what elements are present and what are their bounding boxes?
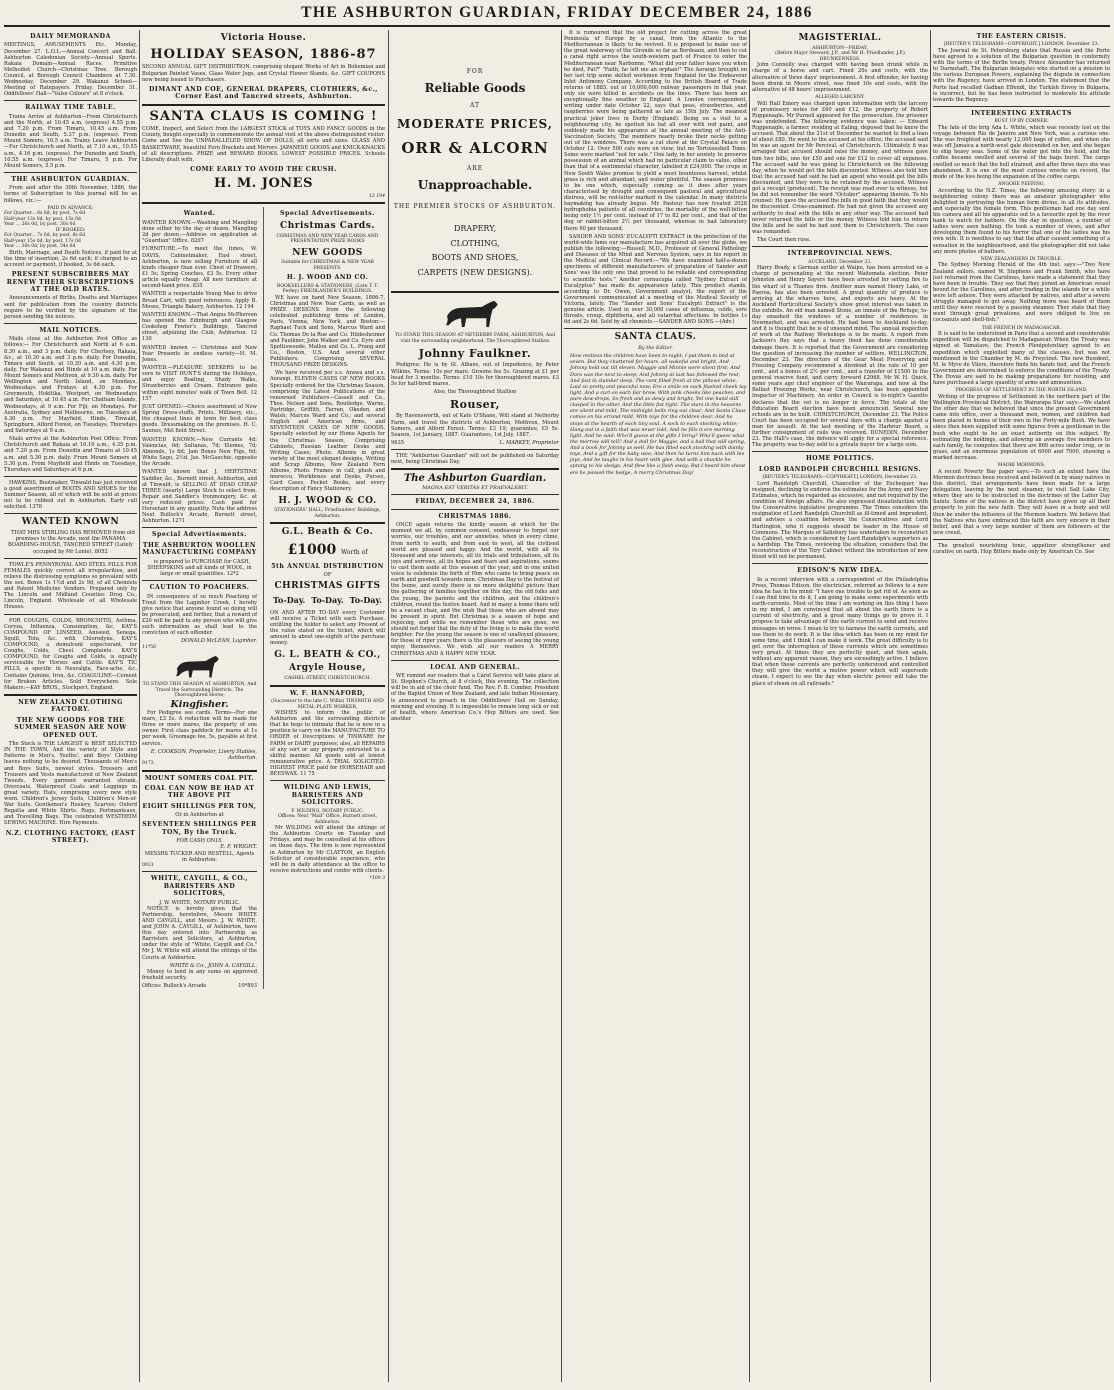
new-goods-sub: Suitable for CHRISTMAS & NEW YEAR PRESENTS. <box>281 260 374 271</box>
column-6 <box>933 30 1110 1382</box>
paper-title: The Ashburton Guardian. <box>403 473 547 485</box>
divider <box>4 100 137 101</box>
guardian-text: From and after the 30th November, 1886, the terms of Subscription to this journal will be as follows, viz.:— <box>4 185 137 204</box>
home-byline: [REUTER'S TELEGRAMS—COPYRIGHT.] LONDON, December 23. <box>762 475 918 481</box>
white-text: NOTICE is hereby given that the Partnership, heretofore, Messrs WHITE AND CAYGILL, and Messrs. J. W. WHITE, and JOHN A. CAYGILL, of Ashburton, have this day entered into Partnership as Barristers and Solicitors, at Ashburton, under the style of "White, Caygill and Co." Mr J. W. White will attend the sittings of the Courts at Ashburton. <box>142 905 257 961</box>
divider <box>752 563 928 564</box>
ad-at: AT <box>469 101 480 109</box>
beath1-worth: Worth of <box>341 549 368 557</box>
wanted-item: WANTED known that J. HERTSTINE Saddler, &c., Burnett street, Ashburton, and at Tinwald, is SELLING AT DEAD CHEAP THREE (nearly) Large Stock to select from. Repair and Saddler's Ironmongery, &c. at very reduced prices. Cash paid for Horsehair in any quantity. Note the address Next Bullock's Arcade, Burnett street, Ashburton. 1271 <box>142 469 257 525</box>
rail-text: Trains Arrive at Ashburton—From Christchurch and the North, at 10.45 a.m. (express) 4.55 p.m. and 7.20 p.m. From Timaru, 10.45 a.m. From Dunedin and South, 5.37 p.m. (express). From Mount Somers, 10.5 a.m. Trains Leave Ashburton—For Christchurch and North, at 7.10 a.m., 10.55 a.m., 4.16 p.m. (express). For Dunedin and South, 10.55 a.m. (express). For Timaru, 5 p.m. For Mount Somers, 5.5 p.m. <box>4 113 137 169</box>
mormon-text: A recent Poverty Bay paper says:—To such an extent have the Mormon doctrines been received and believed in by many natives in this district, that arrangements have been made for a large delegation, leaving by the next steamer, to visit Salt Lake City, where they are to be instructed in the doctrines of the Latter Day Saints. Some of the natives in the district have given up all their property to join the new faith. They will leave in a body and will then be under the influence of the Mormon leaders. We believe that the Natives who have embraced this faith are very sincere in their belief, and that a very large number of them are followers of the new creed. <box>933 468 1110 536</box>
notice-text: THE "Ashburton Guardian" will not be published on Saturday next, being Christmas Day. <box>391 453 559 466</box>
white-loan: Money to lend in any sums on approved freehold security. <box>142 968 257 982</box>
ad-moderate: MODERATE PRICES, <box>397 116 553 131</box>
pills-text: TOWLE'S PENNYROYAL AND STEEL PILLS FOR FEMALES quickly correct all irregularities, and relieve the distressing symptoms so prevalent with the sex. Boxes 1s 1½d and 2s 9d, of all Chemists and Patent Medicine Vendors. Prepared only by The Lincoln and Midland Counties Drug Co., Lincoln, England. Wholesale of all Wholesale Houses. <box>4 561 137 611</box>
wood1-title: H. J. WOOD AND CO. <box>286 274 369 282</box>
divider <box>4 323 137 324</box>
ad-premier: THE PREMIER STOCKS OF ASHBURTON. <box>393 202 557 210</box>
column-rule <box>749 30 750 1382</box>
masthead-rule <box>4 25 1110 27</box>
fulkner-name: Johnny Faulkner. <box>418 347 532 361</box>
mail-arrive-text: Mails arrive at the Ashburton Post Office: From Christchurch and Rakaia at 10.10 a.m., 4.35 p.m. and 7.20 p.m. From Dunedin and Timaru at 10.45 a.m. and 5.30 p.m. daily. From Mount Somers at 5.30 p.m. From Mayfield and Hinds on Tuesdays, Thursdays and Saturdays at 6 p.m. <box>4 436 137 473</box>
column-rule <box>139 30 140 1382</box>
divider <box>933 106 1110 107</box>
christmas-cards-sub: CHRISTMAS AND NEW YEAR CARDS AND PRESENTATION PRIZE BOOKS <box>276 233 379 245</box>
mormon-title: MAORI MORMONS. <box>997 463 1046 469</box>
eastern-title: THE EASTERN CRISIS. <box>976 33 1067 40</box>
divider <box>4 614 137 615</box>
wanted-item: WANTED KNOWN.—That Angus McPherson has opened the Edinburgh and Glasgow Cookshop Fowler's Buildings, Tancred street, adjoining the Club, Ashburton. 12 130 <box>142 311 257 343</box>
white-footer <box>142 983 257 989</box>
masthead-title: THE ASHBURTON GUARDIAN, FRIDAY DECEMBER 24, 1886 <box>301 4 813 21</box>
divider <box>933 539 1110 540</box>
fulkner-intro: TO STAND THIS SEASON AT NETHERBY FARM, ASHBURTON, And visit the surrounding neighborhood, The Thoroughbred Stallion <box>394 333 556 344</box>
wilding-office: Offices: Next "Mail" Office, Burnett street, Ashburton. <box>277 814 378 825</box>
jones-ref: 12 194 <box>368 193 385 199</box>
nz-cloth-text: The Stock is THE LARGEST & BEST SELECTED IN THE TOWN, And the variety of Style and Patterns in Men's, Youths', and Boys' Clothing leaves nothing to be desired. Thousands of Men's and Boys Suits, newest styles. Trousers and Trousers and Vests manufactured of New Zealand Tweeds. Every garment warranted shrunk. Overcoats, Waterproof Coats and Leggings in great variety. Hats, comprising every new style worn. Children's Jersey Suits, Children's Men-of-War Suits. Gentlemen's Hosiery, Scarves; Oxford Regatta and White Shirts. Rugs, Portmanteaus, and Travelling Bags. The celebrated WESTHEIM SEWING MACHINE. Hire Payments. <box>4 741 137 827</box>
santa-text: COME, Inspect, and Select from the LARGEST STOCK of TOYS AND FANCY GOODS in the County, bought especially to commemorate the annual visit of the above distinguished visitor. Come and See the UNPARALLELED SHOW OF DOLLS, all sorts and sizes. GLASS AND BASKETWARE, beautiful Fern Brackets and Mirrors. JAPANESE GOODS and KNICK-KNACKS of all descriptions. PRIZE and REWARD BOOKS. LOWEST POSSIBLE PRICES. Schools Liberally dealt with. <box>142 126 385 163</box>
coalpit-cash: FOR CASH ONLY. <box>176 838 223 845</box>
ad-line: DRAPERY, <box>453 223 496 233</box>
divider <box>391 468 559 470</box>
fulkner-text: Pedigree: He is by St. Albans, out of Impudence, by Peter Wilkins. Terms: 10s per mare. Grooms fee 5s. Grazing at £1 per head for 3 months. Terms: £10 10s for thoroughbred mares. £3 5s for half-bred mares. <box>391 362 559 387</box>
nz-trouble-text: The Sydney Morning Herald of the 4th inst. says:—"Two New Zealand sailors, named W. Stephens and Frank Smith, who have just returned from the Carolines, have made a statement that they have been in trouble. They say that they joined an American vessel bound for the Carolines, and after trading in the islands for a while were left ashore. They were attacked by natives, and after a severe struggle managed to get away. Nothing more was heard of them until they were rescued by a passing steamer. They state that they went through great privations, and were obliged to live on cocoanuts and shell-fish." <box>933 262 1110 324</box>
dimant-text: DIMANT AND COE, GENERAL DRAPERS, CLOTHIERS, &c., Corner East and Tancred streets, Ashburton. <box>149 85 378 101</box>
beath1-title: G.L. Beath & Co. <box>281 527 374 538</box>
ad-for: FOR <box>466 68 484 75</box>
today-label: To-Day. <box>349 595 382 606</box>
booked-head: IF BOOKED: <box>55 227 86 233</box>
eastern-text: The Journal de St. Petersburg states that Russia and the Porte have agreed to a solution of the Bulgarian question in conformity with the terms of the Berlin treaty. Prince Alexander has returned to Darmstadt. The Bulgarian delegates who started on a mission to the various European Powers, explaining the dispute in connection with the Regency, have arrived in London. The statement that the Porte had recalled Gadban Effendi, the Turkish Envoy in Bulgaria, is incorrect, but he has been instructed to moderate his attitude towards the Regency. <box>933 47 1110 103</box>
divider <box>4 558 137 559</box>
white-title: WHITE, CAYGILL, & CO., BARRISTERS AND SOLICITORS, <box>150 875 249 898</box>
memo-title: DAILY MEMORANDA <box>30 33 111 40</box>
beath1-amount-value: £1000 <box>287 542 337 559</box>
col2-left <box>142 207 257 989</box>
inter-sub: AUCKLAND, December 23. <box>808 259 872 265</box>
coalpit-title: MOUNT SOMERS COAL PIT. <box>144 774 255 782</box>
column-1 <box>4 30 137 1382</box>
drunk-head: DRUNKENNESS. <box>819 56 861 62</box>
wilding-ref: *109 3 <box>369 876 385 882</box>
divider <box>4 476 137 477</box>
todays-row <box>270 596 385 606</box>
angoff-title: ANGORE PEEPING. <box>998 182 1045 188</box>
booked-line: Half-year 15s 0d, by post, 17s 0d <box>4 238 81 244</box>
ad-unapproachable: Unapproachable. <box>417 178 533 193</box>
wood2-sub: STATIONERS' HALL, Friedlanders' Buildings, Ashburton. <box>274 508 381 519</box>
news-paragraphs: It is rumoured that the old project for cutting across the great Peninsula of Europe by a canal, from the Atlantic to the Mediterranean is likely to be revived. It is proposed to make use of the great waterway of the Gironde so far as Bordeaux, and then to cut a canal right across the south-western part of France to enter the Mediterranean near Narbonne. "What did your father leave you when he died, Pat?" "Faith, he left me an orphan!" The Aorangi brought on her last trip some skilled workmen from England for the Endeavour Inlet Antimony Company. According to the British Board of Trade returns of 1885, out of 10,000,000 railway passengers in that year, only six were killed in accidents on the lines. There has been an exceptionally fine weather in England. A London correspondent, writing under date October 22, says that peas, strawberries, and raspberries were being gathered as late as 15th July. The meanest practical joker lives in Derby (England). Being on a visit to a neighbouring city, he spotted his hat all over with red paint, and suddenly made his appearance at the annual meeting of the Anti-Vaccination Society. The members nearly broke their necks getting out of the windows. There was a cat show at the Crystal Palace on October 12. Over 500 cats were on view; but no Tortoiseshell Toms. Some were marked "not for sale." One lady, in her anxiety to preserve possession of an animal which had no particular claim to value, other than that of a sentimental character, labelled it £24,000. The crops in New South Wales promise to yield a most bounteous harvest, whilst grass is rich and abundant, and water plentiful. The season promises to be one which, especially coming as it does after years characterised by drought and consequent pastoral and agricultural distress, will be red-letter marked in the calendar. In many districts haymaking has already begun. Mr. Pasteur has now treated 2028 hydrophobia patients of all countries, the mortality of the well-bitten being only 1½ per cent. instead of 17 to 82 per cent., and that of the dog or rabbit-bitten 2½ per thousand, whereas in bad laboratory there 60 per thousand. <box>564 30 747 232</box>
madagascar-title: THE FRENCH IN MADAGASCAR. <box>981 325 1062 331</box>
magisterial-sub: ASHBURTON—FRIDAY. <box>812 45 868 51</box>
wanted-known-text: THAT MRS STIRLING HAS REMOVED from old premises to the Arcade, next the PANAMA BOARDING-HOUSE, TANCRED STREET (Lately occupied by Mr Lonie). 8052 <box>8 530 135 555</box>
rate-line: Half-year 13s 0d, by post, 15s 0d <box>4 216 81 222</box>
magisterial-bench: (Before Major Steward, J.P., and Mr H. Friedlander, J.P.) <box>775 51 905 57</box>
coalpit-ref: 0931 <box>142 862 154 868</box>
woollen-text: is prepared to PURCHASE for CASH, SHEEPSKINS and all kinds of WOOL, in large or small quantities. 12*2 <box>147 558 252 577</box>
paper-motto: MAGNA EST VERITAS ET PRAEVALEBIT. <box>422 485 528 492</box>
wanted-item: WANTED a respectable Young Man to drive Bread Cart, with good references. Apply B. Moses, Triangle Bakery, Ashburton. 12 194 <box>142 291 257 310</box>
local-text: WE remind our readers that a Carol Service will take place at St. Stephen's Church, at 8 o'clock, this evening. The collection will be in aid of the choir fund. The Rev. F. B. Comber, President of the Baptist Union of New Zealand, and late Indian Missionary, is announced to preach in the Oddfellows' Hall on Sunday, morning and evening. It is impossible to remain long sick or out of health, where American Co.'s Hop Bitters are used. See another <box>391 673 559 722</box>
hannaford-text: WISHES to inform the public of Ashburton and the surrounding districts that he begs to intimate that he is now in a position to carry on the MANUFACTURE TO ORDER of Descriptions of TINWARE for FARM or DAIRY purposes; also, all REPAIRS of any sort or any property entrusted to a skilful manner. All goods sold at lowest remunerative price. A TRIAL SOLICITED. HIGHEST PRICE paid for HORSEHAIR and BEESWAX. 11 75 <box>270 710 385 778</box>
coalpit-or: Or in Ashburton at <box>175 812 224 819</box>
divider <box>142 871 257 872</box>
coalpit-sub: COAL CAN NOW BE HAD AT THE ABOVE PIT <box>144 784 255 800</box>
poachers-ref: 11*56 <box>142 644 156 650</box>
column-2 <box>142 30 385 1382</box>
edison-text: In a recent interview with a correspondent of the Philadelphia Press, Thomas Edison, the electrician, referred as follows to a new idea he has in his mind: "I have one trouble to get rid of. As soon as I can find time to do it, I am going to make some experiments with earth-currents. Most of the time I am working on this thing I have in my mind, I am convinced that all about the earth there is a current of electricity, and a great many things go to prove it. I propose to take advantage of this earth current to send and receive messages on wires. I mean to try to harness the earth currents, and use them to do work. It is the idea which has been in my mind for some time, and I think I can make it work. The great difficulty is to get over the interruption of these currents which are sometimes very great. At times they are perfectly quiet, and then again, without any apparent reason, they are exceedingly active. I believe that when these currents are perfectly understood and controlled they will give the world a motive power which will supersede steam. I expect to see the day when electric power will take the place of steam on all railroads." <box>752 576 928 687</box>
divider <box>142 770 257 772</box>
beath1-of: OF <box>323 572 332 579</box>
wanted-title: Wanted. <box>183 210 216 218</box>
ad-line: CLOTHING, <box>450 238 500 248</box>
santa-title: SANTA CLAUS IS COMING ! <box>149 108 378 124</box>
wanted-item: WANTED KNOWN.—Washing and Mangling done either by the day or dozen. Mangling 2d per dozen.—Address on application at "Guardian" Office. 8207 <box>142 219 257 245</box>
white-sig: WHITE & Co., JOHN A. CAYGILL. <box>169 962 257 969</box>
magisterial-text-3: The Court then rose. <box>757 237 811 244</box>
madagascar-text: It is said to be understood in Paris that a second and considerable expedition will be dispatched to Madagascar. When the Treaty was signed at Tamatave, the French Plenipotentiary agreed to an expedition which exploited many of the clauses, but was not mentioned in the Chamber by M. de Freycinet. The new Resident, M. le Myre de Vilers, therefore finds his hands tied, and the French Government are determined to enforce the conditions of the Treaty. The Hovas are said to be making preparations for resisting, and have purchased a large quantity of arms and ammunition. <box>933 331 1110 387</box>
hannaford-title: W. F. HANNAFORD, <box>289 689 366 697</box>
beath2-addr: CASHEL STREET, CHRISTCHURCH. <box>284 676 371 682</box>
nz-cloth-foot: N.Z. CLOTHING FACTORY, (EAST STREET). <box>5 829 136 845</box>
divider <box>4 172 137 173</box>
progress-title: PROGRESS OF SETTLEMENT IN THE NORTH ISLAND. <box>955 388 1088 394</box>
white-sub: J. W. WHITE, NOTARY PUBLIC. <box>159 899 240 906</box>
santa-foot: COME EARLY TO AVOID THE CRUSH. <box>190 165 337 173</box>
guardian-title: THE ASHBURTON GUARDIAN. <box>11 175 130 183</box>
divider <box>391 291 559 293</box>
rates-head: PAID IN ADVANCE: <box>47 205 94 211</box>
divider <box>391 494 559 495</box>
wanted-item: JUST OPENED.—Choice assortment of New Spring Dress-stuffs, Prints, Millinery, etc., the cheapest lines in town for best class goods. Dressmaking on the premises. H. C. Saunes, Mel field Street. <box>142 404 257 435</box>
nz-trouble-title: NEW ZEALANDERS IN TROUBLE. <box>980 256 1063 262</box>
booked-line: Year ... 30s 0d, by post, 34s 0d <box>4 244 76 250</box>
special-title-2: Special Advertisements. <box>280 210 375 218</box>
santa-poem-byline: By the Editor. <box>638 345 673 352</box>
divider <box>270 685 385 687</box>
ad-line: CARPETS (NEW DESIGNS). <box>417 267 533 277</box>
rate-line: Year ... 26s 0d, by post, 30s 0d <box>4 222 76 228</box>
rail-title: RAILWAY TIME TABLE. <box>25 104 116 112</box>
jones-title: H. M. JONES <box>214 176 313 192</box>
victoria-title: Victoria House. <box>220 33 307 43</box>
interesting-title: INTERESTING EXTRACTS <box>971 109 1072 117</box>
wanted-item: WANTED KNOWN.—New Currants 4d; Valencias, 6d; Sultanas, 7d; Elemes, 7d; Almonds, 1s 6d; Jam Boxes New Figs, 6d; White Sago, 2½d. Jas. McGauchie, opposite the Arcade. <box>142 436 257 468</box>
coalpit-sig: E. F. WRIGHT. <box>220 844 257 851</box>
col2-split <box>142 207 385 989</box>
inter-title: INTERPROVINCIAL NEWS. <box>787 250 893 258</box>
coalpit-price2: SEVENTEEN SHILLINGS PER TON, By the Truck. <box>142 821 257 836</box>
beath2-title: G. L. BEATH & CO., <box>274 649 381 660</box>
memo-text: MEETINGS, AMUSEMENTS Etc. Monday, December 27. L.O.L.—Annual Concert and Ball. Ashburton Caledonian Society—Annual Sports. Rakaia Domain—Annual Races. Primitive Methodist Church—Christmas Tree. Borough Council, at Borough Council Chambers at 7.30. Wednesday, December 29. Wakanui School—Meeting of Ratepayers. Friday, December 31. Oddfellows' Hall—"Valse Colours" at 8 o'clock. <box>4 42 137 98</box>
column-3 <box>391 30 559 1382</box>
larceny-head: ALLEGED LARCENY. <box>815 95 865 101</box>
column-rule <box>388 30 389 1382</box>
divider <box>564 328 747 329</box>
column-4 <box>564 30 747 1382</box>
wanted-item: FURNITURE.—To meet the times, W. DAVIS, Cabinetmaker, East street, Ashburton, is now selling Furniture of all kinds cheaper than ever. Chest of Drawers, £1 5s; Spring Couches, £3 5s. Every other article equally cheap. All new furniture at second-hand price. 835 <box>142 246 257 290</box>
local-title: LOCAL AND GENERAL. <box>430 663 520 671</box>
stallion-illustration <box>440 296 510 330</box>
kays-text: FOR COUGHS, COLDS, BRONCHITIS, Asthma, Coryza, Influenza, Consumption, &c. KAY'S COMPOUND OF LINSEED, Aniseed, Senega, Squill, Tolu, &c. with Chlorodyne. KAY'S COMPOUND, a demulcent expectorant, for Coughs, Colds, Chest Complaints. KAY'S COMPOUND, for Coughs and Colds, is equally serviceable for Horses and Cattle. KAY'S TIC PILLS, a specific in Neuralgia, Face-ache, &c. Contains Quinine, Iron, &c. COAGULINE—Cement for Broken Articles. Sold Everywhere. Sole Makers:—KAY BROS., Stockport, England. <box>4 617 137 691</box>
wanted-item: WANTED known — Christmas and New Year Presents in endless variety—H. M. Jones. <box>142 344 257 363</box>
divider <box>391 660 559 661</box>
eastern-byline: [REUTER'S TELEGRAMS—COPYRIGHT.] LONDON, December 23. <box>944 42 1099 48</box>
magisterial-title: MAGISTERIAL. <box>798 33 882 43</box>
santa-poem: How restless the children have been to-night; I put them to bed at seven. But they chattered for hours, all wakeful and bright, And Johnny held out till eleven. Maggie and Minnie were silent first; And Dora was the next to sleep; And Johnny at last has followed the rest; And fast in slumber deep. The cent filled fresh at the pillows white, Laid so pretty and peaceful now; Ere a smile on each flushed cheek lay light, And a curl on each fair brow. With pink cheeks like peaches, and pure dew-drops, So fresh and so dewy and bright; Yet one hand still clasped in the other, And the little fist tight. The stars in the heavens are silent and mild, The midnight bells ring out clear; And Santa Claus comes on his errand mild, With toys for the children dear. And he stops at the hearth of each tiny soul, A sock to each stocking white; Hung out in a faith that was never told, And he fills it ere morning light. And he said: Who'll guess at the gifts I bring? Who'll guess what the morrow will tell? And a doll for Maggie, and a ball that will spring, And a book for Johnny as well. He has filled each stocking with dainty toys, And a gift for the baby wee; And then he turns him back with his joys, And he laughs in his heart with glee. And with a chuckle he sprang to his sledge, And flew like a flash away; But I heard him shout ere he passed the hedge, A merry Christmas Day! <box>570 353 747 476</box>
newspaper-page <box>4 4 1110 1386</box>
wilding-text: Mr WILDING will attend the sittings of the Ashburton Courts on Tuesday and Fridays, and may be consulted at his offices on those days. The firm is now represented in Ashburton by Mr CLAYTON, an English Solicitor of considerable experience, who will be in daily attendance at the office to receive instructions and confer with clients. <box>270 825 385 874</box>
wood1-sub: BOOKSELLERS & STATIONERS, (Late T. T. Ferley) FRIEDLANDER'S BUILDINGS. <box>276 283 379 295</box>
divider <box>270 522 385 524</box>
poachers-title: CAUTION TO POACHERS. <box>149 584 250 592</box>
mail-text: Mails close at the Ashburton Post Office as follows:— For Christchurch and North at 6 a.m. 8.30 a.m., and 3 p.m. daily. For Chertsey, Rakaia, &c., at 10.30 a.m. and 3 p.m. daily. For Dunedin, Timaru and South, at 10.30 a.m. and 4.30 p.m. daily. For Wakanui and Hinds at 10 a.m. daily. For Mount Somers and Methven, at 9.30 a.m. daily. For Wellington and North Island, on Mondays, Wednesdays and Fridays at 4.30 p.m. For Greymouth, Hokitika, Westport, on Wednesdays and Saturdays, at 10.45 a.m. For Chatham Islands, Wednesdays, at 9 a.m. For Fiji, on Mondays. For Australia, Sydney and Melbourne, on Tuesdays at 4.30 p.m. For Mayfield, Hinds, Tinwald, Springburn, Alford Forest, on Tuesdays, Thursdays and Saturdays at 9 a.m. <box>4 336 137 434</box>
angoff-text: According to the N.Z. Times, the following amusing story: in a neighbouring colony there was an amateur photographer who delighted in portraying the human form divine, in all its attitudes, and especially the female form. This gentleman had one day sent his camera and all his apparatus out to a favourite spot by the river bank to watch for bathers. On the day in question, a number of ladies were seen bathing. He took a number of views, and after developing them found to his horror that one of the ladies was his own wife. It is needless to say that the affair caused something of a sensation in the neighbourhood, and the photographer did not take any more photos of bathers. <box>933 187 1110 255</box>
ad-line: BOOTS AND SHOES, <box>431 253 519 263</box>
nz-cloth-sub: THE NEW GOODS FOR THE SUMMER SEASON ARE NOW OPENED OUT. <box>14 716 127 739</box>
mail-title: MAIL NOTICES. <box>39 326 102 334</box>
booked-line: For Quarter... 7s 6d, by post, 8s 6d <box>4 233 86 239</box>
divider <box>4 694 137 696</box>
rouser-name: Rouser, <box>450 398 500 412</box>
rouser-intro: Also, the Thoroughbred Stallion <box>433 389 517 396</box>
ad-reliable: Reliable Goods <box>424 81 526 96</box>
divider <box>391 449 559 450</box>
santa-poem-title: SANTA CLAUS. <box>614 332 697 343</box>
inner-rule <box>263 207 264 989</box>
kingfisher-intro: TO STAND THIS SEASON AT ASHBURTON, And Travel the Surrounding Districts, The Thoroughbred Horse, <box>142 682 257 699</box>
divider <box>391 509 559 510</box>
beath1-gifts: CHRISTMAS GIFTS <box>274 581 381 592</box>
coalpit-price1: EIGHT SHILLINGS PER TON, <box>142 802 257 810</box>
divider <box>142 104 385 106</box>
wood2-title: H. J. WOOD & CO. <box>278 495 377 506</box>
beath2-sub: Argyle House, <box>288 663 366 674</box>
date-line: FRIDAY, DECEMBER 24, 1886. <box>415 498 535 506</box>
wilding-sub: F. WILDING, NOTARY PUBLIC. <box>291 808 364 814</box>
holiday-title: HOLIDAY SEASON, 1886-87 <box>150 46 377 62</box>
today-label: To-Day. <box>311 595 344 606</box>
bust-text: The fate of the brig Ada L. White, which was recently lost on the voyage between Rio de Janeiro and New York, was a curious one. She was freighted with nearly 12,000 bags of coffee, and when she was off Jamaica a north-west gale descended on her, and she began to ship heavy seas. Some of the water got into the hold, and the coffee became swelled and several of the bags burst. The cargo swelled so much that the hull strained, and after three days she was abandoned. It is one of the most curious wrecks on record, the mode of the loss being the expansion of the coffee cargo. <box>933 124 1110 180</box>
holiday-text: SECOND ANNUAL GIFT DISTRIBUTION, comprising elegant Works of Art in Bohemian and Bulgarian Painted Vases, Glass Water Jugs, and Crystal Flower Stands, &c. GIFT COUPONS now being issued to Purchasers. <box>142 64 385 83</box>
shoes-text: HAWKINS, Bootmaker, Tinwald has just received a good assortment of BOOTS AND SHOES for the Summer Season, all of which will be sold at prices not to be rubbed out in Ashburton. Early call solicited. 1378 <box>4 479 137 511</box>
divider <box>270 780 385 781</box>
rouser-footer <box>391 440 559 446</box>
divider <box>142 527 257 528</box>
poachers-sig: DONALD McLEAN, Lagmhor. <box>180 638 257 645</box>
horse-illustration <box>171 653 229 679</box>
wanted-item: WANTED.—PLEASURE SEEKERS to be sure to VISIT HUNT'S during the Holidays, and enjoy Boating, Shady Walks, Strawberries and Cream. Entrance gate within eight minutes' walk of Town Belt. 12 157 <box>142 365 257 402</box>
coalpit-agents: MESSRS TUCKER AND RESTELL, Agents in Ashburton. <box>144 850 255 863</box>
wood1-text2: We have received per s.s. Arawa and s.s. Aorangi, ELEVEN CASES OF NEW BOOKS Specially ordered for the Christmas Season, comprising the Latest Publications of the renowned Publishers—Cassell and Co., Thos. Nelson and Sons, Routledge, Warne, Partridge, Griffith, Farran, Okeden, and Walsh; Marcus Ward and Co.; and several English and American firms, and SEVENTEEN CASES OF NEW GOODS, Specially selected by our Home Agents for the Christmas Season, Comprising Cabinets, Russian Leather Desks and Writing Cases; Photo. Albums in great variety of the most elegant designs, Writing and Scrap Albums, New Zealand Fern Albums, Photo. Frames in calf, plush and morocco, Workboxes and Desks, Purses, Card Cases, Pocket Books, and every description of Fancy Stationery. <box>270 370 385 493</box>
rouser-text: By Ravensworth, out of Kate O'Shane, Will stand at Netherby Farm, and travel the districts of Ashburton, Methven, Mount Somers, and Alford Forest. Terms: £3 10; guarantee, £5 5s. Season, 1st January, 1887. Guarantees, 1st July, 1887. <box>391 413 559 438</box>
sanders-text: SANDER AND SONS' EUCALYPTI EXTRACT in the protection of the world-wide fame our manufacture has acquired all over the globe, we publish the following:—Russell, M.D., Professor of General Pathology and Diseases of the Mind and Nervous System, says in his report in the Medical and Clinical Record:—"We have examined half-a-dozen specimens of different manufacturers of preparation of Sander and Sons' was the only one that proved to be reliable and corresponding to scientific tests." Another cornucopia called "Sydney Extract of Eucalyptus" has made its appearance lately. This product stands, according to Dr. Owen, Government analyst, the report of the Government communicated at a meeting of the Medical Society of Victoria, lately. The "Sander and Sons' Eucalypti Extract" is the genuine article. Used in over 30,000 cases of influenza, colds, sore throats, croup, diphtheria, and all catarrhal affections. In bottles 1s 6d and 2s 6d. Sold by all chemists.—SANDER AND SONS.—(Adv.) <box>564 233 747 326</box>
magisterial-text-2: Will Hall Emery was charged upon information with the larceny of promissory notes for £60 and £12, the property of Robert Ruppenagle. Mr Purnell appeared for the prosecution, the prisoner was undefended. The following evidence was taken: — Edward Ruppenagle, a farmer, residing at Ealing, deposed that he knew the accused. That about the 21st of December he wanted to find a loan of about £80. He went to the accused at his office; the accused said he was an agent for Mr Percival, of Christchurch. Ultimately it was arranged that accused should raise the money, and witness gave him two bills, one for £50 and one for £12 to cover all expenses. The accused said he was going to Christchurch on the following day, when he would get the bills discounted. Witness also told him that the accused had said he had an agent who would get the bills discounted, and they were to be retained by the accused. Witness got a receipt (produced). The receipt was read over to witness, but he did not remember the word "October" appearing therein. To his counsel: He gave the accused the bills in good faith that they would be discounted. Cross-examined: He had not given the accused any authority to deal with the bills in any other way. The accused had never returned the bills or the money. Witness told him to return the bills and he said he had sent them to Christchurch. The case was remanded. <box>752 100 928 235</box>
divider <box>752 451 928 452</box>
kingfisher-name: Kingfisher. <box>170 698 229 710</box>
column-rule <box>561 30 562 1382</box>
rate-line: For Quarter... 6s 6d, by post, 7s 6d <box>4 211 86 217</box>
divider <box>4 513 137 514</box>
kingfisher-text: For Pedigree see cards. Terms—For one mare, £3 5s. A reduction will be made for three or more mares, the property of one owner. First class paddock for mares at 1s per week. Groomage fee, 5s, payable at first service. <box>142 709 257 747</box>
col2-right <box>270 207 385 989</box>
greatest-text: The greatest nourishing tonic, appetizer strengthener and curative on earth. Hop Bitters made only by American Co. See <box>933 542 1110 556</box>
guardian-note: Birth, Marriage, and Death Notices, if paid for at the time of insertion, 2s 6d each; if charged to an account or payment, if booked, 3s 6d each. <box>4 249 137 269</box>
edison-title: EDISON'S NEW IDEA. <box>797 567 883 575</box>
woollen-title: THE ASHBURTON WOOLLEN MANUFACTURING COMPANY <box>142 541 257 557</box>
beath1-annual: 5th ANNUAL DISTRIBUTION <box>271 562 384 570</box>
kingfisher-sig: E. COOKSON, Proprietor, Livery Stables, Ashburton. <box>150 748 257 761</box>
kingfisher-ref: 9173 <box>142 761 154 767</box>
magisterial-text: John Connelly was charged with having been drunk while in charge of a horse and cart. Fined 20s and costs, with the alternative of three days' imprisonment. A first offender, for having been drunk in Moore street, was fined 10s and costs, with the alternative of 48 hours' imprisonment. <box>752 62 928 93</box>
special-title: Special Advertisements. <box>152 531 247 539</box>
present-sub: PRESENT SUBSCRIBERS MAY RENEW THEIR SUBSCRIPTIONS AT THE OLD RATES. <box>6 271 135 293</box>
home-text: Lord Randolph Churchill, Chancellor of the Exchequer, has resigned, declining to endorse the estimates for the Army and Navy Estimates, which he regarded as excessive, and not required by the condition of foreign affairs. He also expressed dissatisfaction with the Conservative legislative programme. The Times considers the resignation of Lord Randolph Churchill as ill-timed and imprudent, and advises a coalition between the Conservatives and Lord Hartington, who it suggests should be leader in the House of Commons. The Marquis of Salisbury has undertaken to reconstruct the Cabinet, which is considered by Lord Randolph's supporters as a hardship. The Times, reviewing the situation, considers that the reconstruction of the Tory Cabinet without the introduction of new blood will not be permanent. <box>752 480 928 561</box>
new-goods-title: NEW GOODS <box>292 247 363 258</box>
orr-alcorn-ad <box>391 68 559 277</box>
column-rule <box>930 30 931 1382</box>
beath1-text: ON AND AFTER TO-DAY every Customer will receive a Ticket with each Purchase, entitling the holder to select any Present of the value stated on the ticket, which will amount to about one-eighth of the purchase money. <box>270 609 385 647</box>
hannaford-sub: (Successor to the late C. Willis) TINSMITH AND METAL-PLATE WORKER, <box>271 699 384 710</box>
today-label: To-Day. <box>273 595 306 606</box>
rouser-ref: 9635 <box>391 440 404 447</box>
white-ref: 10*893 <box>238 983 257 990</box>
christmas-text: ONCE again returns the kindly season at which for the moment we all, by common consent, endeavour to forget our worries, our troubles, and our anxieties, when in every clime, from north to south, and from east to west, all the civilised world are pleased and happy. And the world, with all its thousand and one interests, all its trials and tribulations, all its joys and sorrows, all its hopes and fears and aspirations, seems to cast them aside at this season of the year, and in one united voice to celebrate the birth of Him who came to bring peace on earth and goodwill towards men. Christmas Day is the festival of the home, and surely there is no more delightful picture than the gathering of families together on this day, the old folks and the young, the parents and the children, and the children's children, round the festive board. And in many a home there will be a vacant chair, and the wish that those who are absent may be present in spirit. But Christmas is a season of hope and rejoicing, and while we remember those who are gone, we should not forget that the duty of the living is to make the world brighter. For the young the season is one of unalloyed pleasure; for those of riper years there is the pleasure of seeing the young enjoy themselves. We wish all our readers A MERRY CHRISTMAS AND A HAPPY NEW YEAR. <box>391 522 559 657</box>
wilding-title: WILDING AND LEWIS, BARRISTERS AND SOLICITORS. <box>283 784 372 807</box>
home-title: HOME POLITICS. <box>805 455 875 463</box>
progress-text: Writing of the progress of Settlement in the northern part of the Wellington Provincial District, the Wairarapa Star says:—We stated the other day that we believed that since the present Government came into office, over a thousand men, women, and children had been placed in homes of their own in the Forty-mile Bush. We have since then been supplied with some figures from a gentleman in the bush who ought to be an exact authority on this subject. By estimating the holdings, and allowing an average five members to each family, he computes that there are 860 acres under crop, or in grass, and an enormous population of 6000 and 7000, showing a marked increase. <box>933 393 1110 461</box>
inter-text: Harry Brady, a German settler at Waipu, has been arrested on a charge of personating at the recent Waitemata election. Peter Johnston and Henry Sayers have been arrested for setting fire to the wharf of a Thames firm. Another man named Henry Lake, of Paeroa, has also been arrested. A great quantity of produce is arriving at the wharves here, and exports are heavy. At the Auckland Horticultural Society's show great interest was taken in the exhibits. An old man named Stone, an inmate of the Refuge, to-day smashed the windows of a number of residences in Newmarket, and was arrested. He had been to Auckland to-day, and it is thought that he is of unsound mind. The annual inspection of work at the Railway Workshops is to be made. A report from Jackson's Bay says that a heavy flood has done considerable damage there. It is reported that the Government are considering the question of increasing the number of settlers. WELLINGTON, December 23. The directors of the Gear Meat Preserving and Freezing Company recommend a dividend at the rate of 10 per cent., and a bonus of 2½ per cent., and a transfer of £1500 to the general reserve fund, and carry forward £2068. Mr W. H. Quick, some years ago chief engineer of the Wairarapa, and now at the Belfast Freezing Works, near Christchurch, has been appointed Inspector of Machinery. An order in Council is to-night's Gazette declares that the vet is no longer in force. The totals at the Education Board election have been announced. Several new schools are to be built. CHRISTCHURCH, December 23. The Police Court has been occupied for several days with a charge against a man for assault. At the last meeting of the Harbour Board, a further consignment of rails was received. DUNEDIN, December 23. The Hall's case, the defence will apply for a special reference. The property was to-day sold to a private buyer for a large sum. <box>752 265 928 449</box>
white-office: Offices: Bullock's Arcade <box>142 983 207 990</box>
christmas-cards-title: Christmas Cards. <box>280 220 375 231</box>
nz-cloth-title: NEW ZEALAND CLOTHING FACTORY. <box>18 698 123 714</box>
beath1-amount <box>270 542 385 559</box>
announce-text: Announcements of Births, Deaths and Marriages sent for publication from the country districts require to be verified by the signature of the person sending the notices. <box>4 295 137 320</box>
ad-orr: ORR & ALCORN <box>401 139 549 158</box>
ad-are: ARE <box>466 165 484 173</box>
rouser-sig: L. MARKEY, Proprietor <box>499 440 559 447</box>
divider <box>142 580 257 581</box>
christmas-title: CHRISTMAS 1886. <box>438 512 512 520</box>
wood1-text: WE have on hand New Season, 1886-7, Christmas and New Year Cards, as well as PRIZE DESIGNS from the following celebrated publishing firms of London, Paris, Vienna, New York, and Boston:— Raphael Tuck and Sons, Marcus Ward and Co. Thomas De la Rue and Co. Hildesheimer and Faulkner, John Walker and Co. Eyre and Spottiswoode, Mallon and Co. L. Prang and Co., Boston, U.S. And several other Publishers. Comprising SEVERAL THOUSAND PRIZE DESIGNS. <box>270 294 385 369</box>
poachers-text: IN consequence of so much Poaching of Trout from the Lagmhor Creek, I hereby give notice that anyone found so doing will be prosecuted; and further, that a reward of £20 will be paid to any person who will give such information as shall lead to the conviction of such offender. <box>142 593 257 637</box>
divider <box>142 202 385 204</box>
bust-title: BUST UP BY CORNER. <box>994 119 1049 125</box>
home-sub: LORD RANDOLPH CHURCHILL RESIGNS. <box>758 465 922 473</box>
wanted-known-title: WANTED KNOWN <box>21 517 120 528</box>
divider <box>752 246 928 247</box>
column-5 <box>752 30 928 1382</box>
